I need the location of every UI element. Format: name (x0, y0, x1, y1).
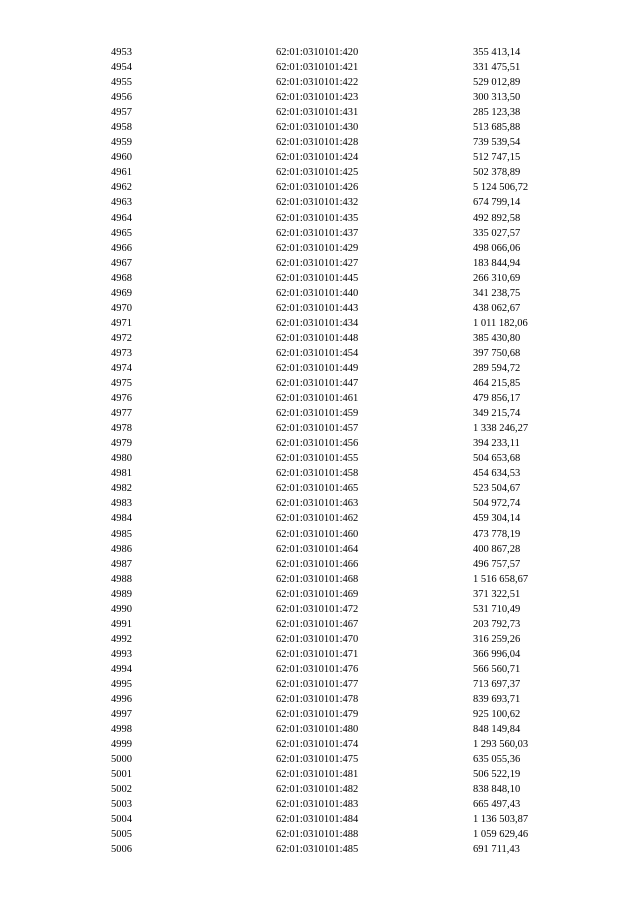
cadastral-value: 464 215,85 (473, 378, 521, 390)
cadastral-value: 504 972,74 (473, 498, 521, 510)
row-number: 4998 (111, 724, 132, 736)
table-row (0, 120, 640, 135)
cadastral-value: 531 710,49 (473, 603, 521, 615)
row-number: 4966 (111, 242, 132, 254)
row-number: 4959 (111, 137, 132, 149)
table-row (0, 346, 640, 361)
table-row (0, 436, 640, 451)
table-row (0, 105, 640, 120)
table-row (0, 587, 640, 602)
cadastral-value: 203 792,73 (473, 618, 521, 630)
row-number: 4963 (111, 197, 132, 209)
row-number: 4990 (111, 603, 132, 615)
cadastral-number: 62:01:0310101:449 (276, 362, 359, 374)
cadastral-number: 62:01:0310101:466 (276, 558, 359, 570)
table-row (0, 647, 640, 662)
table-row (0, 421, 640, 436)
cadastral-value: 566 560,71 (473, 663, 521, 675)
cadastral-number: 62:01:0310101:423 (276, 92, 359, 104)
row-number: 4974 (111, 362, 132, 374)
cadastral-value: 183 844,94 (473, 257, 521, 269)
cadastral-value: 1 011 182,06 (473, 317, 528, 329)
table-row (0, 496, 640, 511)
cadastral-value: 848 149,84 (473, 724, 521, 736)
cadastral-number: 62:01:0310101:434 (276, 317, 359, 329)
table-row (0, 722, 640, 737)
table-row (0, 90, 640, 105)
table-row (0, 211, 640, 226)
table-row (0, 662, 640, 677)
cadastral-value: 300 313,50 (473, 92, 521, 104)
cadastral-value: 331 475,51 (473, 62, 521, 74)
table-row (0, 75, 640, 90)
cadastral-value: 691 711,43 (473, 844, 520, 856)
cadastral-value: 335 027,57 (473, 227, 521, 239)
cadastral-value: 289 594,72 (473, 362, 521, 374)
row-number: 4957 (111, 107, 132, 119)
table-row (0, 737, 640, 752)
cadastral-value: 498 066,06 (473, 242, 521, 254)
row-number: 4982 (111, 483, 132, 495)
table-row (0, 195, 640, 210)
cadastral-value: 1 136 503,87 (473, 814, 529, 826)
cadastral-number: 62:01:0310101:463 (276, 498, 359, 510)
cadastral-number: 62:01:0310101:437 (276, 227, 359, 239)
cadastral-value: 1 059 629,46 (473, 829, 529, 841)
row-number: 4994 (111, 663, 132, 675)
cadastral-number: 62:01:0310101:447 (276, 378, 359, 390)
cadastral-value: 385 430,80 (473, 332, 521, 344)
cadastral-value: 454 634,53 (473, 468, 521, 480)
row-number: 4973 (111, 347, 132, 359)
cadastral-number: 62:01:0310101:432 (276, 197, 359, 209)
table-row (0, 135, 640, 150)
table-row (0, 797, 640, 812)
row-number: 4986 (111, 543, 132, 555)
row-number: 4967 (111, 257, 132, 269)
table-row (0, 542, 640, 557)
cadastral-value: 502 378,89 (473, 167, 521, 179)
cadastral-number: 62:01:0310101:477 (276, 678, 359, 690)
table-row (0, 481, 640, 496)
cadastral-number: 62:01:0310101:481 (276, 769, 359, 781)
cadastral-number: 62:01:0310101:461 (276, 393, 359, 405)
row-number: 4971 (111, 317, 132, 329)
cadastral-value: 496 757,57 (473, 558, 521, 570)
row-number: 4981 (111, 468, 132, 480)
table-row (0, 391, 640, 406)
cadastral-value: 479 856,17 (473, 393, 521, 405)
cadastral-number: 62:01:0310101:467 (276, 618, 359, 630)
row-number: 5002 (111, 784, 132, 796)
table-row (0, 827, 640, 842)
row-number: 4997 (111, 709, 132, 721)
cadastral-value: 459 304,14 (473, 513, 521, 525)
table-row (0, 226, 640, 241)
cadastral-number: 62:01:0310101:483 (276, 799, 359, 811)
cadastral-value: 513 685,88 (473, 122, 521, 134)
cadastral-number: 62:01:0310101:470 (276, 633, 359, 645)
cadastral-value: 1 516 658,67 (473, 573, 529, 585)
cadastral-number: 62:01:0310101:456 (276, 438, 359, 450)
table-row (0, 602, 640, 617)
cadastral-value: 1 338 246,27 (473, 423, 529, 435)
cadastral-value: 341 238,75 (473, 287, 521, 299)
table-row (0, 707, 640, 722)
cadastral-number: 62:01:0310101:474 (276, 739, 359, 751)
cadastral-value: 473 778,19 (473, 528, 521, 540)
row-number: 4983 (111, 498, 132, 510)
table-row (0, 361, 640, 376)
row-number: 4977 (111, 408, 132, 420)
table-row (0, 256, 640, 271)
table-row (0, 451, 640, 466)
row-number: 5001 (111, 769, 132, 781)
table-row (0, 316, 640, 331)
row-number: 5006 (111, 844, 132, 856)
cadastral-number: 62:01:0310101:420 (276, 47, 359, 58)
cadastral-number: 62:01:0310101:443 (276, 302, 359, 314)
cadastral-number: 62:01:0310101:426 (276, 182, 359, 194)
cadastral-value-table (0, 45, 640, 858)
row-number: 4991 (111, 618, 132, 630)
table-row (0, 511, 640, 526)
cadastral-number: 62:01:0310101:458 (276, 468, 359, 480)
cadastral-value: 266 310,69 (473, 272, 521, 284)
table-row (0, 241, 640, 256)
table-row (0, 842, 640, 857)
table-row (0, 406, 640, 421)
row-number: 4976 (111, 393, 132, 405)
cadastral-number: 62:01:0310101:445 (276, 272, 359, 284)
cadastral-value: 506 522,19 (473, 769, 521, 781)
cadastral-number: 62:01:0310101:427 (276, 257, 359, 269)
table-row (0, 752, 640, 767)
cadastral-number: 62:01:0310101:476 (276, 663, 359, 675)
row-number: 4996 (111, 694, 132, 706)
cadastral-value: 492 892,58 (473, 212, 521, 224)
cadastral-number: 62:01:0310101:457 (276, 423, 359, 435)
cadastral-number: 62:01:0310101:484 (276, 814, 359, 826)
table-row (0, 376, 640, 391)
table-row (0, 286, 640, 301)
row-number: 4972 (111, 332, 132, 344)
cadastral-number: 62:01:0310101:428 (276, 137, 359, 149)
cadastral-value: 529 012,89 (473, 77, 521, 89)
table-row (0, 60, 640, 75)
cadastral-value: 504 653,68 (473, 453, 521, 465)
row-number: 4964 (111, 212, 132, 224)
table-row (0, 767, 640, 782)
cadastral-value: 349 215,74 (473, 408, 521, 420)
row-number: 4999 (111, 739, 132, 751)
cadastral-number: 62:01:0310101:440 (276, 287, 359, 299)
cadastral-value: 438 062,67 (473, 302, 521, 314)
cadastral-value: 713 697,37 (473, 678, 521, 690)
table-row (0, 331, 640, 346)
cadastral-number: 62:01:0310101:421 (276, 62, 359, 74)
row-number: 5005 (111, 829, 132, 841)
row-number: 4979 (111, 438, 132, 450)
table-row (0, 677, 640, 692)
cadastral-value: 839 693,71 (473, 694, 521, 706)
row-number: 4970 (111, 302, 132, 314)
cadastral-value: 512 747,15 (473, 152, 521, 164)
table-row (0, 527, 640, 542)
cadastral-number: 62:01:0310101:469 (276, 588, 359, 600)
row-number: 4960 (111, 152, 132, 164)
row-number: 4978 (111, 423, 132, 435)
row-number: 4968 (111, 272, 132, 284)
table-row (0, 466, 640, 481)
table-row (0, 45, 640, 60)
cadastral-number: 62:01:0310101:435 (276, 212, 359, 224)
table-row (0, 180, 640, 195)
cadastral-value: 285 123,38 (473, 107, 521, 119)
cadastral-value: 665 497,43 (473, 799, 521, 811)
cadastral-value: 316 259,26 (473, 633, 521, 645)
row-number: 5000 (111, 754, 132, 766)
cadastral-value: 925 100,62 (473, 709, 521, 721)
table-row (0, 165, 640, 180)
row-number: 5003 (111, 799, 132, 811)
row-number: 4985 (111, 528, 132, 540)
cadastral-value: 5 124 506,72 (473, 182, 529, 194)
row-number: 4962 (111, 182, 132, 194)
cadastral-number: 62:01:0310101:478 (276, 694, 359, 706)
table-row (0, 150, 640, 165)
row-number: 4989 (111, 588, 132, 600)
cadastral-value: 371 322,51 (473, 588, 521, 600)
row-number: 4992 (111, 633, 132, 645)
row-number: 4980 (111, 453, 132, 465)
cadastral-value: 838 848,10 (473, 784, 521, 796)
cadastral-number: 62:01:0310101:448 (276, 332, 359, 344)
row-number: 4988 (111, 573, 132, 585)
cadastral-number: 62:01:0310101:485 (276, 844, 359, 856)
cadastral-number: 62:01:0310101:462 (276, 513, 359, 525)
cadastral-number: 62:01:0310101:468 (276, 573, 359, 585)
cadastral-value: 1 293 560,03 (473, 739, 529, 751)
cadastral-value: 635 055,36 (473, 754, 521, 766)
cadastral-number: 62:01:0310101:465 (276, 483, 359, 495)
cadastral-number: 62:01:0310101:480 (276, 724, 359, 736)
row-number: 4956 (111, 92, 132, 104)
row-number: 4961 (111, 167, 132, 179)
row-number: 5004 (111, 814, 132, 826)
row-number: 4969 (111, 287, 132, 299)
table-row (0, 572, 640, 587)
table-row (0, 301, 640, 316)
table-row (0, 812, 640, 827)
cadastral-number: 62:01:0310101:471 (276, 648, 359, 660)
row-number: 4984 (111, 513, 132, 525)
row-number: 4955 (111, 77, 132, 89)
row-number: 4954 (111, 62, 132, 74)
row-number: 4975 (111, 378, 132, 390)
row-number: 4995 (111, 678, 132, 690)
cadastral-number: 62:01:0310101:482 (276, 784, 359, 796)
table-row (0, 632, 640, 647)
table-row (0, 782, 640, 797)
cadastral-value: 523 504,67 (473, 483, 521, 495)
table-row (0, 617, 640, 632)
cadastral-value: 394 233,11 (473, 438, 520, 450)
cadastral-value: 366 996,04 (473, 648, 521, 660)
cadastral-number: 62:01:0310101:460 (276, 528, 359, 540)
cadastral-number: 62:01:0310101:479 (276, 709, 359, 721)
cadastral-number: 62:01:0310101:488 (276, 829, 359, 841)
cadastral-value: 355 413,14 (473, 47, 521, 58)
cadastral-number: 62:01:0310101:455 (276, 453, 359, 465)
table-row (0, 557, 640, 572)
row-number: 4965 (111, 227, 132, 239)
cadastral-number: 62:01:0310101:424 (276, 152, 359, 164)
row-number: 4987 (111, 558, 132, 570)
table-row (0, 692, 640, 707)
cadastral-number: 62:01:0310101:422 (276, 77, 359, 89)
cadastral-value: 400 867,28 (473, 543, 521, 555)
cadastral-number: 62:01:0310101:429 (276, 242, 359, 254)
cadastral-number: 62:01:0310101:464 (276, 543, 359, 555)
cadastral-number: 62:01:0310101:431 (276, 107, 359, 119)
cadastral-value: 397 750,68 (473, 347, 521, 359)
cadastral-value: 674 799,14 (473, 197, 521, 209)
cadastral-number: 62:01:0310101:425 (276, 167, 359, 179)
cadastral-number: 62:01:0310101:459 (276, 408, 359, 420)
cadastral-value: 739 539,54 (473, 137, 521, 149)
row-number: 4953 (111, 47, 132, 58)
row-number: 4958 (111, 122, 132, 134)
table-row (0, 271, 640, 286)
row-number: 4993 (111, 648, 132, 660)
cadastral-number: 62:01:0310101:454 (276, 347, 359, 359)
cadastral-number: 62:01:0310101:472 (276, 603, 359, 615)
cadastral-number: 62:01:0310101:475 (276, 754, 359, 766)
cadastral-number: 62:01:0310101:430 (276, 122, 359, 134)
